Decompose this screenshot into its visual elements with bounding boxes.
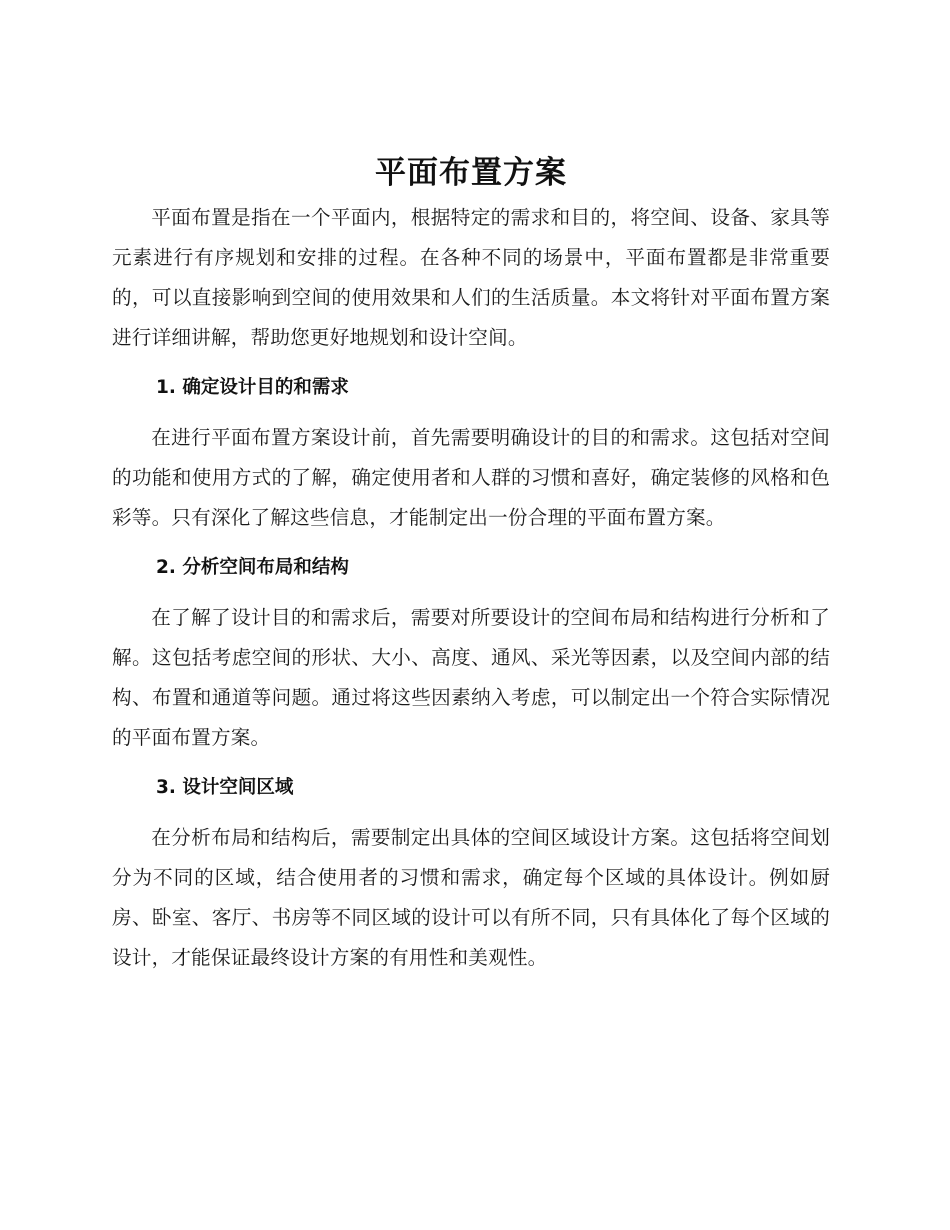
section-heading-2: 2. 分析空间布局和结构 [156,557,349,578]
section-body-1: 在进行平面布置方案设计前，首先需要明确设计的目的和需求。这包括对空间的功能和使用方式的了解，确定使用者和人群的习惯和喜好，确定装修的风格和色彩等。只有深化了解这些信息，才能制定出一份合理的平面布置方案。 [112,426,830,529]
section-heading-3: 3. 设计空间区域 [156,777,294,798]
section-body-3: 在分析布局和结构后，需要制定出具体的空间区域设计方案。这包括将空间划分为不同的区域，结合使用者的习惯和需求，确定每个区域的具体设计。例如厨房、卧室、客厅、书房等不同区域的设计可以有所不同，只有具体化了每个区域的设计，才能保证最终设计方案的有用性和美观性。 [112,826,830,969]
intro-paragraph: 平面布置是指在一个平面内，根据特定的需求和目的，将空间、设备、家具等元素进行有序规划和安排的过程。在各种不同的场景中，平面布置都是非常重要的，可以直接影响到空间的使用效果和人们的生活质量。本文将针对平面布置方案进行详细讲解，帮助您更好地规划和设计空间。 [112,206,830,349]
document-title: 平面布置方案 [375,155,567,191]
section-heading-1: 1. 确定设计目的和需求 [156,377,349,398]
section-body-2: 在了解了设计目的和需求后，需要对所要设计的空间布局和结构进行分析和了解。这包括考虑空间的形状、大小、高度、通风、采光等因素，以及空间内部的结构、布置和通道等问题。通过将这些因素纳入考虑，可以制定出一个符合实际情况的平面布置方案。 [112,606,830,749]
document-page [112,150,830,978]
